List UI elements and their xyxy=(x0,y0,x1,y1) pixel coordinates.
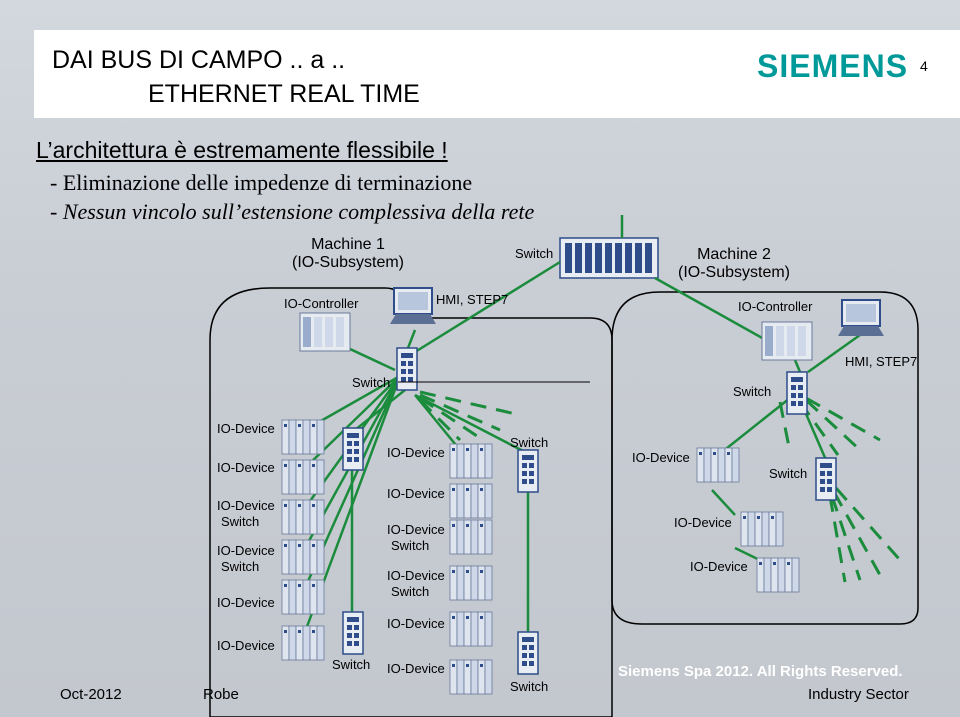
io-device-icon xyxy=(282,500,324,534)
machine1-title: Machine 1 xyxy=(311,236,385,253)
io-device-label: IO-Device xyxy=(217,595,275,610)
switch-1-label: Switch xyxy=(352,375,391,390)
bullet-2: - Nessun vincolo sull’estensione complessiva della rete xyxy=(50,199,535,224)
title-line-1: DAI BUS DI CAMPO .. a .. xyxy=(52,46,346,74)
switch-2-label: Switch xyxy=(733,384,772,399)
io-device-label: IO-Device xyxy=(217,460,275,475)
switch-2-icon xyxy=(787,372,807,414)
switch-6-label: Switch xyxy=(332,657,371,672)
switch-label: Switch xyxy=(221,559,260,574)
io-device-icon xyxy=(450,566,492,600)
footer-sector: Industry Sector xyxy=(808,686,909,703)
footer-author: Robe xyxy=(203,686,239,703)
hmi-2-icon xyxy=(838,300,884,336)
io-device-label: IO-Device xyxy=(217,543,275,558)
switch-5-label: Switch xyxy=(769,466,808,481)
page-number: 4 xyxy=(920,58,928,74)
io-device-label: IO-Device xyxy=(690,559,748,574)
io-device-label: IO-Device xyxy=(217,421,275,436)
switch-7-icon xyxy=(518,632,538,674)
io-device-label: IO-Device xyxy=(217,498,275,513)
heading: L’architettura è estremamente flessibile ! xyxy=(36,137,448,163)
footer-date: Oct-2012 xyxy=(60,686,122,703)
io-device-icon xyxy=(450,612,492,646)
io-device-icon xyxy=(741,512,783,546)
io-device-label: IO-Device xyxy=(387,522,445,537)
switch-6-icon xyxy=(343,612,363,654)
io-device-label: IO-Device xyxy=(387,445,445,460)
io-device-icon xyxy=(282,420,324,454)
io-device-label: IO-Device xyxy=(217,638,275,653)
machine2-label xyxy=(664,246,804,282)
machine2-subtitle: (IO-Subsystem) xyxy=(677,264,790,281)
switch-4-label: Switch xyxy=(510,435,549,450)
io-device-icon xyxy=(450,520,492,554)
io-device-icon xyxy=(697,448,739,482)
io-device-label: IO-Device xyxy=(387,568,445,583)
io-device-icon xyxy=(450,444,492,478)
bullet-1: - Eliminazione delle impedenze di terminazione xyxy=(50,170,473,195)
hmi-1-label: HMI, STEP7 xyxy=(436,292,509,307)
io-device-icon xyxy=(450,484,492,518)
io-device-label: IO-Device xyxy=(387,486,445,501)
machine1-label xyxy=(278,236,418,272)
switch-label: Switch xyxy=(391,538,430,553)
machine2-title: Machine 2 xyxy=(697,246,771,263)
io-device-icon xyxy=(450,660,492,694)
io-device-icon xyxy=(757,558,799,592)
siemens-logo: SIEMENS xyxy=(757,48,909,84)
io-device-icon xyxy=(282,580,324,614)
backbone-switch xyxy=(560,238,658,278)
io-device-label: IO-Device xyxy=(387,616,445,631)
switch-3-icon xyxy=(343,428,363,470)
hmi-1-icon xyxy=(390,288,436,324)
switch-5-icon xyxy=(816,458,836,500)
hmi-2-label: HMI, STEP7 xyxy=(845,354,918,369)
io-controller-2-icon xyxy=(762,322,812,360)
io-device-icon xyxy=(282,540,324,574)
io-device-label: IO-Device xyxy=(387,661,445,676)
io-controller-1-icon xyxy=(300,313,350,351)
io-device-icon xyxy=(282,626,324,660)
switch-7-label: Switch xyxy=(510,679,549,694)
switch-1-icon xyxy=(397,348,417,390)
switch-4-icon xyxy=(518,450,538,492)
io-controller-2-label: IO-Controller xyxy=(738,299,813,314)
io-device-label: IO-Device xyxy=(674,515,732,530)
io-device-icon xyxy=(282,460,324,494)
switch-label: Switch xyxy=(221,514,260,529)
io-controller-1-label: IO-Controller xyxy=(284,296,359,311)
title-line-2: ETHERNET REAL TIME xyxy=(148,80,420,108)
footer-copyright: Siemens Spa 2012. All Rights Reserved. xyxy=(618,663,903,680)
io-device-label: IO-Device xyxy=(632,450,690,465)
machine1-subtitle: (IO-Subsystem) xyxy=(291,254,404,271)
switch-label: Switch xyxy=(391,584,430,599)
backbone-switch-label: Switch xyxy=(515,246,554,261)
